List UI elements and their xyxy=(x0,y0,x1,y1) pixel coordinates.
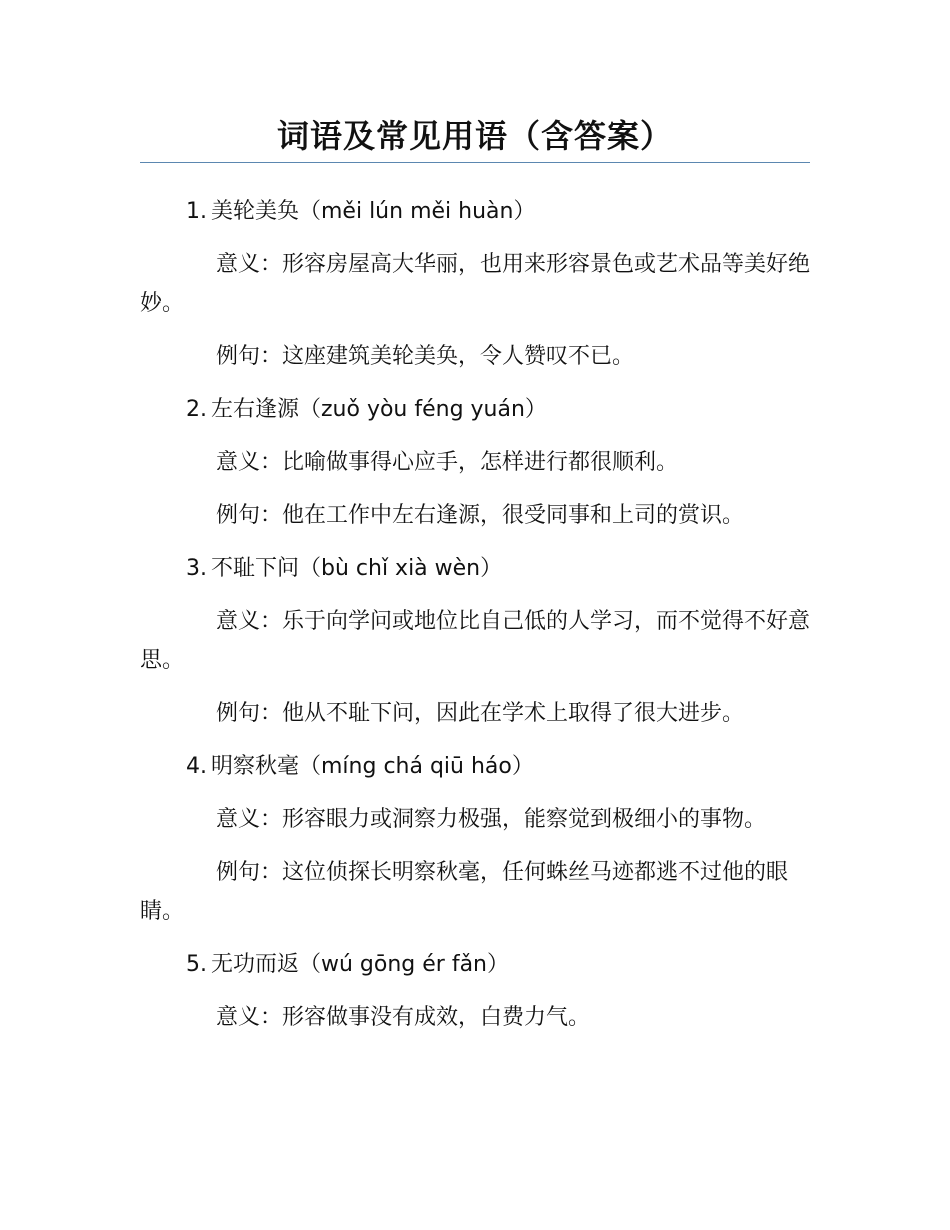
entry-number: 4. xyxy=(186,754,207,779)
entry-term: 不耻下问（bù chǐ xià wèn） xyxy=(211,556,503,581)
entry-meaning: 意义：形容眼力或洞察力极强，能察觉到极细小的事物。 xyxy=(216,807,767,832)
entry-term: 左右逢源（zuǒ yòu féng yuán） xyxy=(211,397,547,422)
entry-number: 2. xyxy=(186,397,207,422)
entry-heading xyxy=(140,192,810,231)
entry-list xyxy=(140,192,810,1051)
entry-number: 3. xyxy=(186,556,207,581)
page-title: 词语及常见用语（含答案） xyxy=(276,117,673,155)
entry-term: 美轮美奂（měi lún měi huàn） xyxy=(211,199,536,224)
entry-2 xyxy=(140,390,810,535)
entry-5 xyxy=(140,945,810,1037)
entry-example: 例句：这座建筑美轮美奂，令人赞叹不已。 xyxy=(216,344,635,369)
entry-meaning: 意义：形容房屋高大华丽，也用来形容景色或艺术品等美好绝妙。 xyxy=(140,252,811,316)
entry-example: 例句：这位侦探长明察秋毫，任何蛛丝马迹都逃不过他的眼睛。 xyxy=(140,860,789,924)
entry-heading xyxy=(140,390,810,429)
entry-term: 明察秋毫（míng chá qiū háo） xyxy=(211,754,534,779)
entry-heading xyxy=(140,549,810,588)
entry-number: 1. xyxy=(186,199,207,224)
entry-meaning: 意义：乐于向学问或地位比自己低的人学习，而不觉得不好意思。 xyxy=(140,609,811,673)
entry-1 xyxy=(140,192,810,376)
entry-heading xyxy=(140,945,810,984)
entry-heading xyxy=(140,747,810,786)
entry-4 xyxy=(140,747,810,931)
title-underline xyxy=(140,162,810,163)
entry-example: 例句：他从不耻下问，因此在学术上取得了很大进步。 xyxy=(216,701,745,726)
entry-term: 无功而返（wú gōng ér fǎn） xyxy=(211,952,509,977)
entry-number: 5. xyxy=(186,952,207,977)
entry-example: 例句：他在工作中左右逢源，很受同事和上司的赏识。 xyxy=(216,503,745,528)
entry-meaning: 意义：形容做事没有成效，白费力气。 xyxy=(216,1005,591,1030)
entry-meaning: 意义：比喻做事得心应手，怎样进行都很顺利。 xyxy=(216,450,679,475)
entry-3 xyxy=(140,549,810,733)
